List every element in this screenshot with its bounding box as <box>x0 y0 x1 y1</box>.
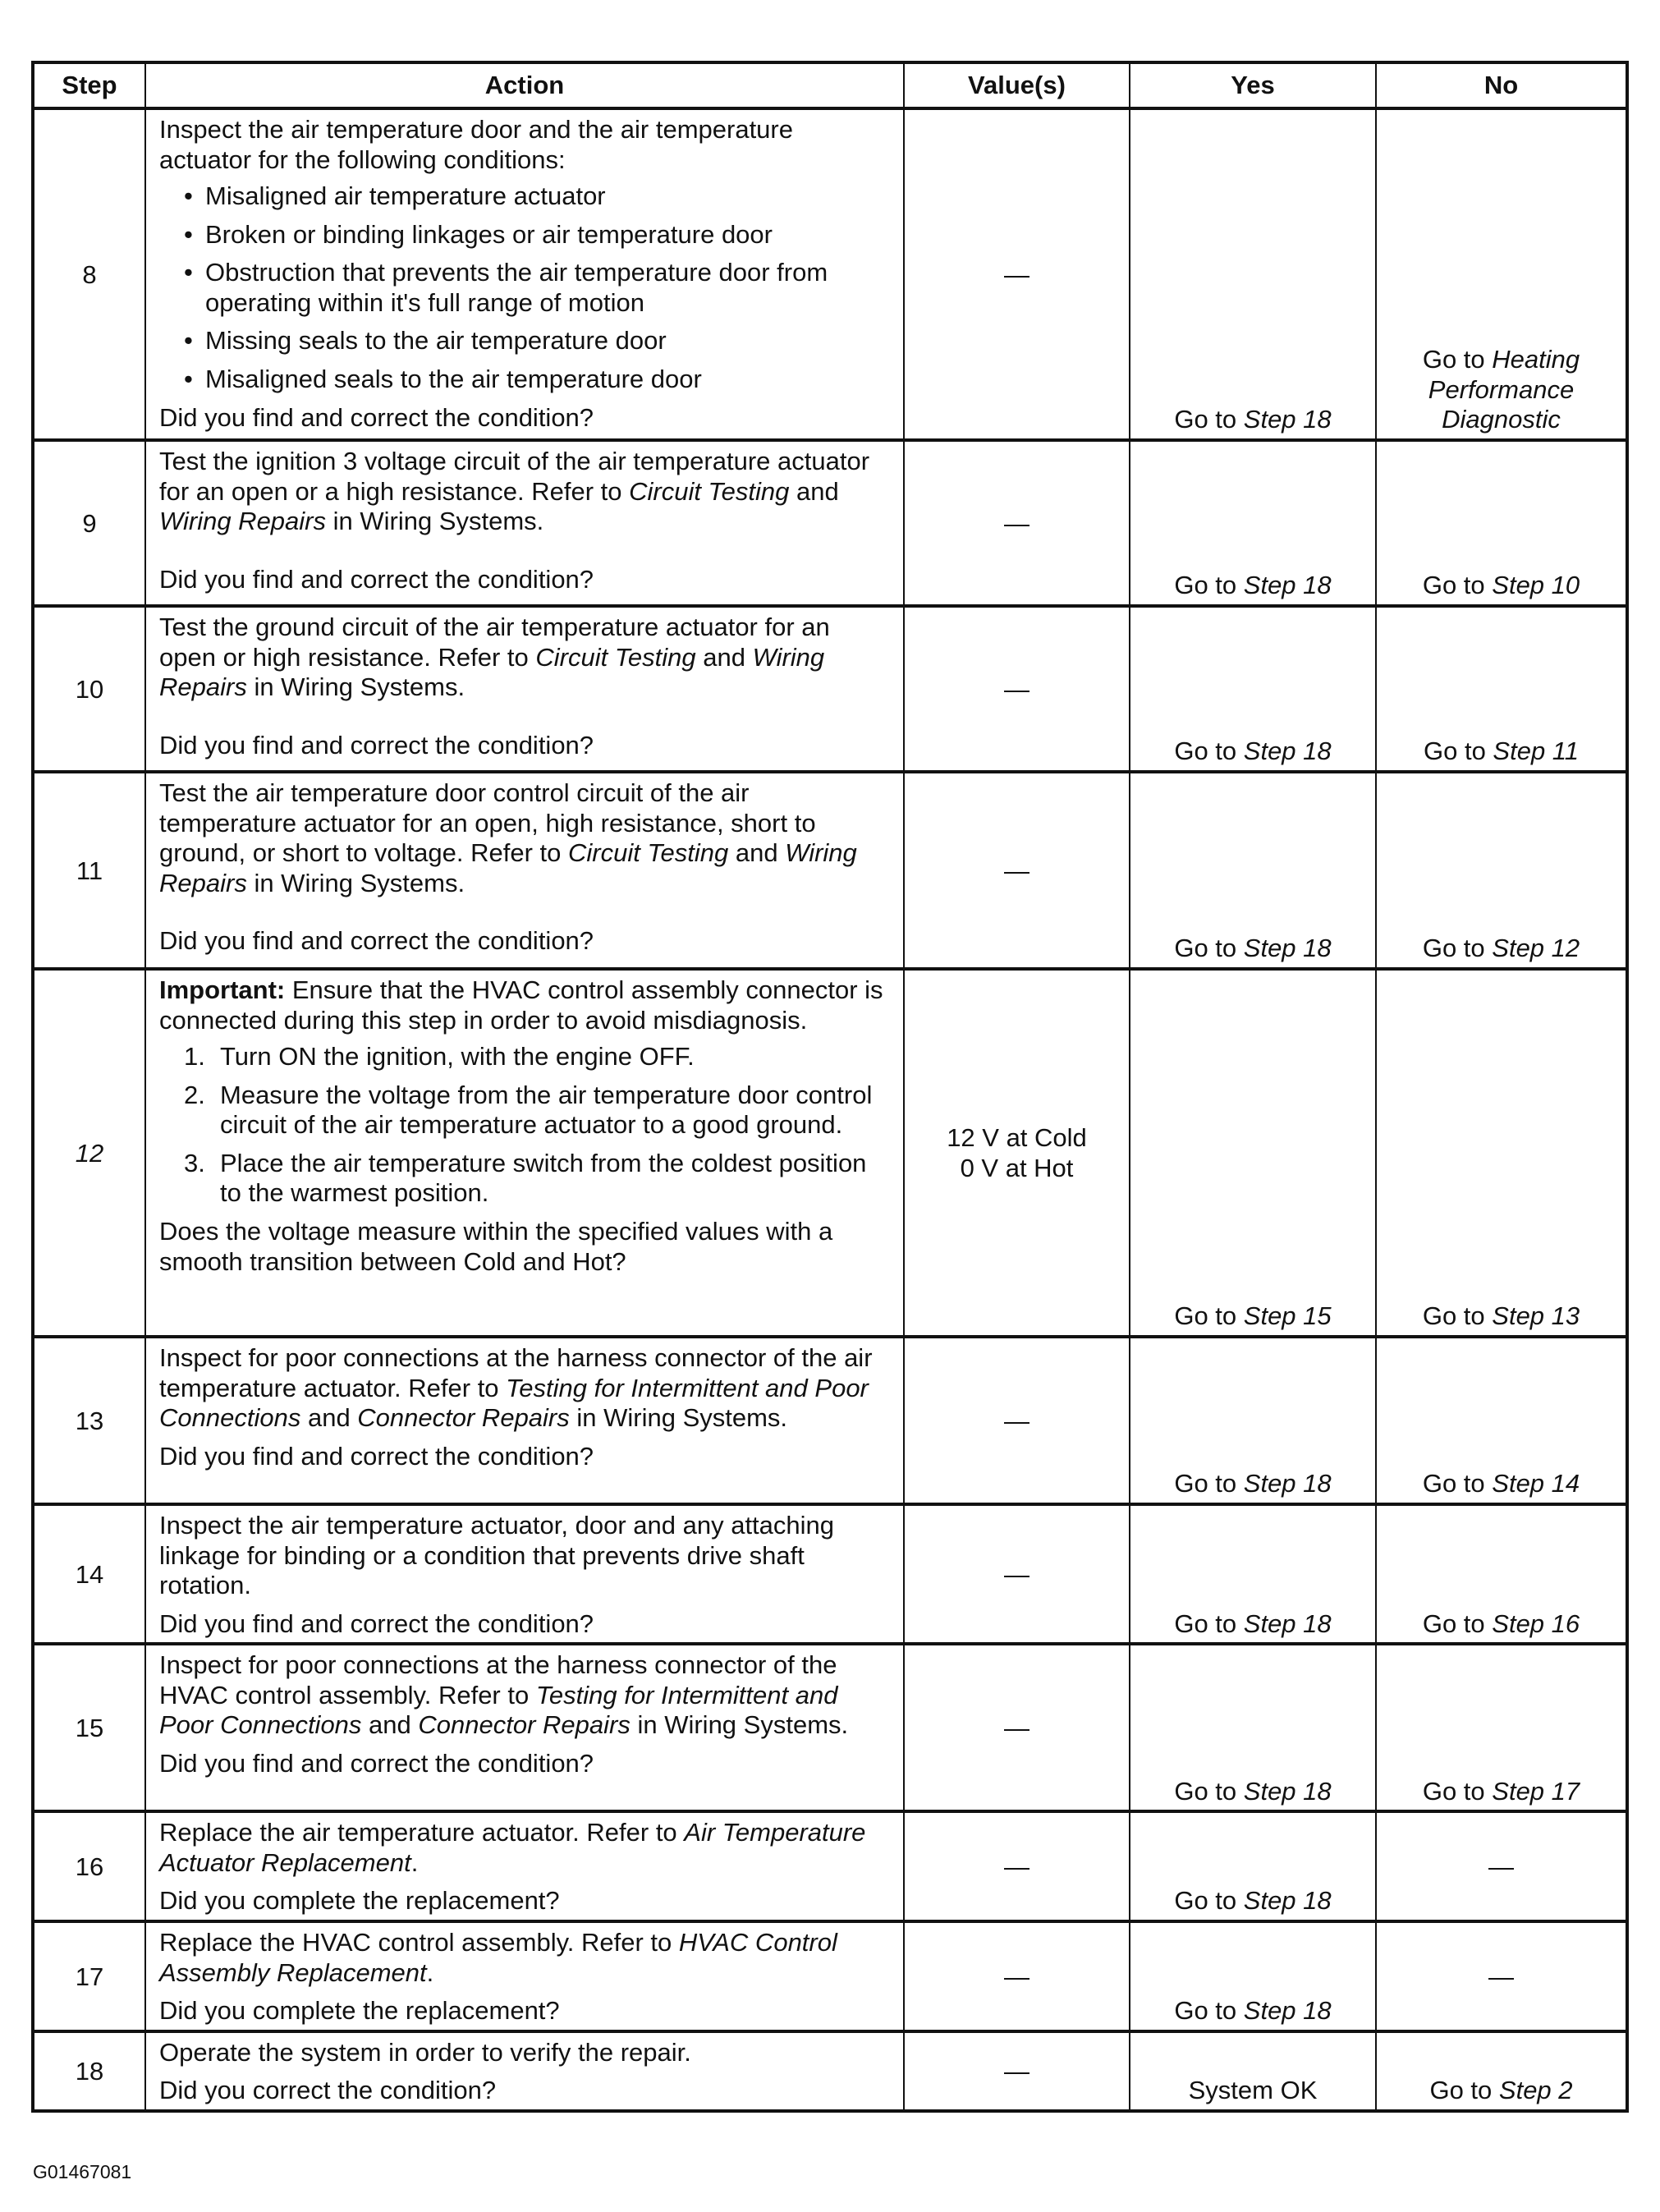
header-action: Action <box>145 62 904 108</box>
reference-link: Connector Repairs <box>418 1710 631 1740</box>
reference-link: Circuit Testing <box>535 642 696 672</box>
no-prefix: Go to <box>1422 934 1493 963</box>
action-cell <box>145 2031 904 2111</box>
step-number: 11 <box>33 772 145 969</box>
yes-step-ref: Step 18 <box>1243 1609 1332 1638</box>
action-text <box>159 1650 890 1741</box>
important-text: Ensure that the HVAC control assembly connector is connected during this step in order to avoid misdiagnosis. <box>159 975 883 1035</box>
yes-step-ref: Step 18 <box>1243 571 1332 600</box>
value-cell: — <box>904 1337 1130 1504</box>
action-question: Did you correct the condition? <box>159 2076 497 2105</box>
step-number: 16 <box>33 1811 145 1921</box>
action-question: Did you find and correct the condition? <box>159 730 594 760</box>
action-text: Operate the system in order to verify the repair. <box>159 2037 691 2067</box>
action-text-part: and <box>361 1710 419 1740</box>
action-text-part: in Wiring Systems. <box>246 868 465 897</box>
yes-cell <box>1130 969 1376 1337</box>
no-step-ref: Heating Performance Diagnostic <box>1428 345 1580 434</box>
action-cell <box>145 1504 904 1644</box>
action-text: Inspect the air temperature door and the air temperature actuator for the following conditions: <box>159 115 793 174</box>
yes-prefix: Go to <box>1174 571 1244 600</box>
step-number: 8 <box>33 108 145 440</box>
value-line: 12 V at Cold <box>947 1123 1087 1153</box>
no-prefix: Go to <box>1422 571 1493 600</box>
no-prefix: Go to <box>1423 737 1493 766</box>
yes-step-ref: Step 18 <box>1243 934 1332 963</box>
action-text-part: Inspect for poor connections at the harness connector of the HVAC control assembly. Refer to <box>159 1650 837 1709</box>
reference-link: Wiring Repairs <box>159 642 825 702</box>
yes-prefix: Go to <box>1174 1776 1244 1806</box>
action-question: Did you complete the replacement? <box>159 1886 560 1916</box>
no-cell <box>1376 440 1627 606</box>
table-row <box>33 1921 1627 2031</box>
yes-prefix: Go to <box>1174 934 1244 963</box>
yes-prefix: Go to <box>1174 737 1244 766</box>
yes-step-ref: Step 15 <box>1243 1301 1332 1331</box>
reference-link: Wiring Repairs <box>159 507 326 536</box>
value-cell: — <box>904 1811 1130 1921</box>
no-cell <box>1376 969 1627 1337</box>
table-row <box>33 969 1627 1337</box>
action-question: Did you find and correct the condition? <box>159 926 594 956</box>
yes-step-ref: Step 18 <box>1243 405 1332 434</box>
no-cell <box>1376 1337 1627 1504</box>
yes-step-ref: Step 18 <box>1243 1996 1332 2026</box>
table-row <box>33 108 1627 440</box>
no-step-ref: Step 10 <box>1492 571 1580 600</box>
no-step-ref: Step 14 <box>1492 1469 1580 1498</box>
action-cell <box>145 772 904 969</box>
yes-cell: System OK <box>1130 2031 1376 2111</box>
no-cell <box>1376 772 1627 969</box>
action-text-part: and <box>789 476 839 506</box>
header-values: Value(s) <box>904 62 1130 108</box>
yes-step-ref: Step 18 <box>1243 737 1332 766</box>
yes-prefix: Go to <box>1174 1301 1244 1331</box>
action-question: Did you find and correct the condition? <box>159 1441 594 1471</box>
yes-cell <box>1130 108 1376 440</box>
action-text-part: in Wiring Systems. <box>630 1710 849 1740</box>
table-row <box>33 440 1627 606</box>
step-number: 15 <box>33 1644 145 1811</box>
figure-code: G01467081 <box>33 2161 132 2182</box>
step-number: 17 <box>33 1921 145 2031</box>
list-item: • Misaligned air temperature actuator <box>184 181 890 212</box>
list-item: • Broken or binding linkages or air temperature door <box>184 220 890 250</box>
action-question: Does the voltage measure within the specified values with a smooth transition between Cold and Hot? <box>159 1217 833 1276</box>
no-cell <box>1376 1504 1627 1644</box>
list-number: 1. <box>184 1042 205 1072</box>
action-text <box>159 613 890 703</box>
yes-step-ref: Step 18 <box>1243 1776 1332 1806</box>
no-cell: — <box>1376 1921 1627 2031</box>
yes-prefix: Go to <box>1174 1996 1244 2026</box>
procedure-list <box>159 1042 890 1209</box>
action-cell <box>145 606 904 772</box>
action-text <box>159 447 890 537</box>
no-step-ref: Step 2 <box>1498 2076 1573 2105</box>
reference-link: Wiring Repairs <box>159 838 857 897</box>
value-cell: — <box>904 1921 1130 2031</box>
header-yes: Yes <box>1130 62 1376 108</box>
value-cell: — <box>904 772 1130 969</box>
list-item: • Misaligned seals to the air temperature door <box>184 365 890 395</box>
action-cell <box>145 440 904 606</box>
action-question: Did you find and correct the condition? <box>159 1609 594 1638</box>
action-text-part: Test the ground circuit of the air temperature actuator for an open or high resistance. Refer to <box>159 613 830 672</box>
action-text-part: Test the ignition 3 voltage circuit of the air temperature actuator for an open or a high resistance. Refer to <box>159 447 870 506</box>
value-cell: — <box>904 606 1130 772</box>
yes-prefix: Go to <box>1174 405 1244 434</box>
reference-link: Circuit Testing <box>629 476 790 506</box>
table-row <box>33 1504 1627 1644</box>
no-prefix: Go to <box>1422 1469 1493 1498</box>
table-row <box>33 772 1627 969</box>
no-step-ref: Step 13 <box>1492 1301 1580 1331</box>
step-number: 12 <box>33 969 145 1337</box>
no-step-ref: Step 11 <box>1493 737 1579 766</box>
action-text <box>159 1928 890 1988</box>
reference-link: Testing for Intermittent and Poor Connections <box>159 1373 869 1433</box>
action-text-part: in Wiring Systems. <box>246 672 465 702</box>
value-cell: — <box>904 440 1130 606</box>
yes-prefix: Go to <box>1174 1609 1244 1638</box>
step-number: 9 <box>33 440 145 606</box>
action-question: Did you find and correct the condition? <box>159 564 594 594</box>
no-step-ref: Step 12 <box>1492 934 1580 963</box>
action-text-part: Test the air temperature door control circuit of the air temperature actuator for an open, high resistance, short to ground, or short to voltage. Refer to <box>159 778 816 868</box>
step-number: 13 <box>33 1337 145 1504</box>
action-text <box>159 975 890 1035</box>
action-text <box>159 1343 890 1434</box>
list-item <box>184 1149 890 1209</box>
yes-cell <box>1130 1644 1376 1811</box>
yes-cell <box>1130 1921 1376 2031</box>
action-text-part: and <box>300 1403 358 1433</box>
table-row <box>33 1337 1627 1504</box>
reference-link: Connector Repairs <box>357 1403 570 1433</box>
table-row <box>33 2031 1627 2111</box>
value-cell: — <box>904 108 1130 440</box>
action-text <box>159 778 890 898</box>
action-text-part: in Wiring Systems. <box>569 1403 788 1433</box>
header-row <box>33 62 1627 108</box>
list-number: 3. <box>184 1148 205 1177</box>
action-text-part: . <box>410 1847 419 1877</box>
reference-link: HVAC Control Assembly Replacement <box>159 1928 837 1987</box>
value-line: 0 V at Hot <box>960 1154 1074 1182</box>
action-cell <box>145 1644 904 1811</box>
value-cell: — <box>904 2031 1130 2111</box>
yes-cell <box>1130 606 1376 772</box>
action-cell <box>145 969 904 1337</box>
action-text-part: in Wiring Systems. <box>326 507 544 536</box>
reference-link: Air Temperature Actuator Replacement <box>159 1818 866 1877</box>
reference-link: Circuit Testing <box>568 838 729 868</box>
no-prefix: Go to <box>1422 345 1493 374</box>
reference-link: Testing for Intermittent and Poor Connections <box>159 1680 838 1740</box>
action-question: Did you find and correct the condition? <box>159 1749 594 1778</box>
action-cell <box>145 108 904 440</box>
table-row <box>33 606 1627 772</box>
action-question: Did you find and correct the condition? <box>159 402 594 432</box>
yes-step-ref: Step 18 <box>1243 1886 1332 1916</box>
action-text <box>159 1818 890 1878</box>
yes-cell <box>1130 1811 1376 1921</box>
no-prefix: Go to <box>1429 2076 1499 2105</box>
no-cell <box>1376 2031 1627 2111</box>
no-prefix: Go to <box>1422 1609 1493 1638</box>
yes-step-ref: Step 18 <box>1243 1469 1332 1498</box>
step-number: 14 <box>33 1504 145 1644</box>
list-number: 2. <box>184 1080 205 1109</box>
action-text-part: . <box>426 1957 434 1987</box>
list-item <box>184 1042 890 1072</box>
yes-cell <box>1130 440 1376 606</box>
action-text: Inspect the air temperature actuator, door and any attaching linkage for binding or a condition that prevents drive shaft rotation. <box>159 1511 835 1600</box>
no-prefix: Go to <box>1422 1301 1493 1331</box>
table-row <box>33 1811 1627 1921</box>
no-step-ref: Step 17 <box>1492 1776 1580 1806</box>
list-text: Measure the voltage from the air temperature door control circuit of the air temperature actuator to a good ground. <box>220 1080 873 1140</box>
yes-cell <box>1130 1337 1376 1504</box>
action-text-part: Replace the HVAC control assembly. Refer to <box>159 1928 679 1957</box>
no-cell <box>1376 108 1627 440</box>
step-number: 18 <box>33 2031 145 2111</box>
list-item: • Missing seals to the air temperature door <box>184 326 890 356</box>
step-number: 10 <box>33 606 145 772</box>
list-item <box>184 1081 890 1140</box>
yes-prefix: Go to <box>1174 1469 1244 1498</box>
no-cell <box>1376 606 1627 772</box>
header-no: No <box>1376 62 1627 108</box>
yes-cell <box>1130 772 1376 969</box>
action-text-part: and <box>695 642 753 672</box>
action-text-part: and <box>728 838 786 868</box>
action-text-part: Inspect for poor connections at the harness connector of the air temperature actuator. Refer to <box>159 1343 873 1402</box>
action-cell <box>145 1811 904 1921</box>
action-cell <box>145 1337 904 1504</box>
no-cell: — <box>1376 1811 1627 1921</box>
table-row <box>33 1644 1627 1811</box>
no-prefix: Go to <box>1422 1776 1493 1806</box>
list-text: Turn ON the ignition, with the engine OFF. <box>220 1042 695 1072</box>
list-text: Place the air temperature switch from the coldest position to the warmest position. <box>220 1148 867 1208</box>
value-cell <box>904 969 1130 1337</box>
important-label: Important: <box>159 975 286 1004</box>
action-cell <box>145 1921 904 2031</box>
value-cell: — <box>904 1644 1130 1811</box>
value-cell: — <box>904 1504 1130 1644</box>
diagnostic-table <box>31 61 1629 2113</box>
no-step-ref: Step 16 <box>1492 1609 1580 1638</box>
no-cell <box>1376 1644 1627 1811</box>
condition-list <box>159 181 890 394</box>
list-item: • Obstruction that prevents the air temperature door from operating within it's full range of motion <box>184 258 890 318</box>
action-text-part: Replace the air temperature actuator. Refer to <box>159 1818 685 1847</box>
header-step: Step <box>33 62 145 108</box>
yes-cell <box>1130 1504 1376 1644</box>
yes-prefix: Go to <box>1174 1886 1244 1916</box>
action-question: Did you complete the replacement? <box>159 1996 560 2026</box>
